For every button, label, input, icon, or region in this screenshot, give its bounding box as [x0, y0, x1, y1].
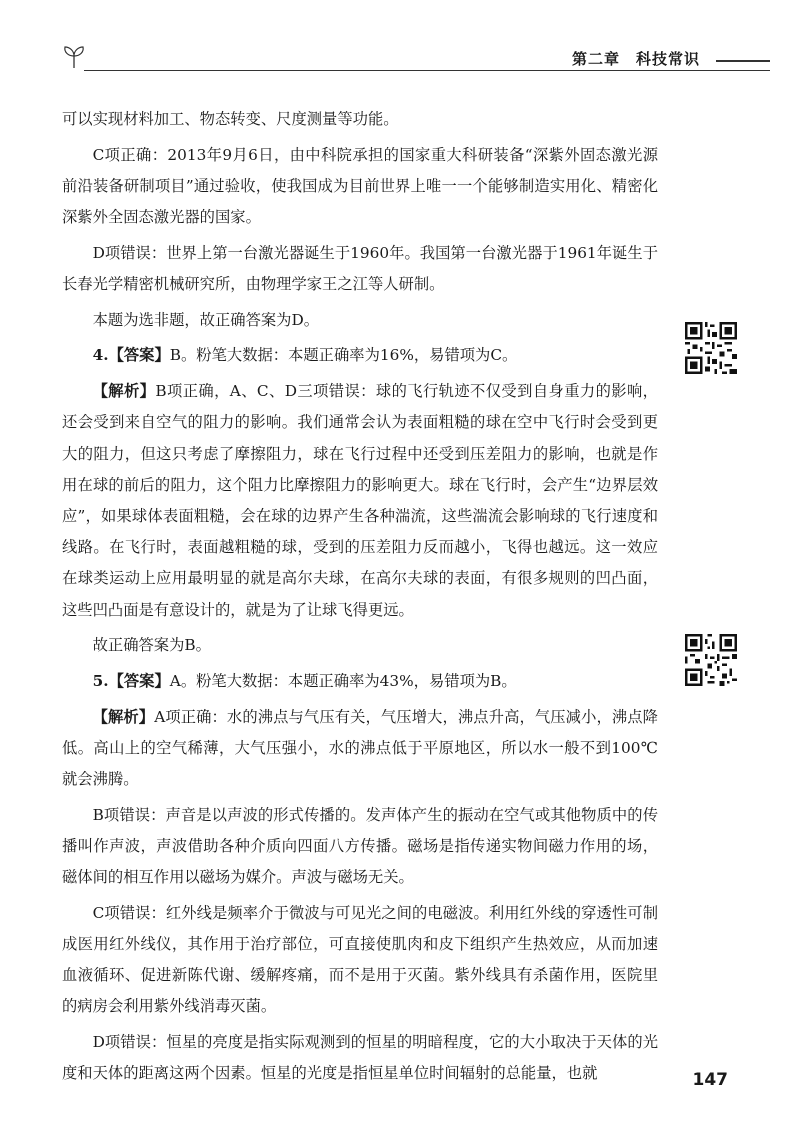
paragraph: D项错误：世界上第一台激光器诞生于1960年。我国第一台激光器于1961年诞生于长春光学精密机械研究所，由物理学家王之江等人研制。 — [62, 243, 658, 294]
analysis-label: 【解析】 — [92, 382, 156, 401]
paragraph: 可以实现材料加工、物态转变、尺度测量等功能。 — [62, 110, 399, 128]
answer-label: 5.【答案】 — [92, 671, 170, 690]
answer-label: 4.【答案】 — [92, 346, 170, 365]
page-header — [62, 40, 770, 80]
analysis-label: 【解析】 — [92, 707, 155, 726]
sprout-logo-icon — [62, 44, 86, 70]
analysis-paragraph: 【解析】A项正确：水的沸点与气压有关，气压增大，沸点升高，气压减小，沸点降低。高山上的空气稀薄，大气压强小，水的沸点低于平原地区，所以水一般不到100℃就会沸腾。 — [62, 707, 658, 789]
paragraph: B项错误：声音是以声波的形式传播的。发声体产生的振动在空气或其他物质中的传播叫作声波，声波借助各种介质向四面八方传播。磁场是指传递实物间磁力作用的场，磁体间的相互作用以磁场为媒介。声波与磁场无关。 — [62, 805, 658, 887]
header-rule — [84, 70, 770, 71]
answer-paragraph: 5.【答案】A。粉笔大数据：本题正确率为43%，易错项为B。 — [92, 671, 517, 690]
header-rule-right — [716, 60, 770, 62]
qr-code-icon[interactable] — [685, 322, 737, 374]
page-content — [62, 104, 658, 1094]
qr-code-icon[interactable] — [685, 634, 737, 686]
answer-paragraph: 4.【答案】B。粉笔大数据：本题正确率为16%，易错项为C。 — [92, 346, 518, 365]
paragraph: 故正确答案为B。 — [92, 636, 211, 655]
analysis-paragraph: 【解析】B项正确，A、C、D三项错误：球的飞行轨迹不仅受到自身重力的影响，还会受到来自空气的阻力的影响。我们通常会认为表面粗糙的球在空中飞行时会受到更大的阻力，但这只考虑了摩擦阻力，球在飞行过程中还受到压差阻力的影响，也就是作用在球的前后的阻力，这个阻力比摩擦阻力的影响更大。球在飞行时，会产生“边界层效应”，如果球体表面粗糙，会在球的边界产生各种湍流，这些湍流会影响球的飞行速度和线路。在飞行时，表面越粗糙的球，受到的压差阻力反而越小，飞得也越远。这一效应在球类运动上应用最明显的就是高尔夫球，在高尔夫球的表面，有很多规则的凹凸面，这些凹凸面是有意设计的，就是为了让球飞得更远。 — [62, 382, 658, 619]
paragraph: C项正确：2013年9月6日，由中科院承担的国家重大科研装备“深紫外固态激光源前沿装备研制项目”通过验收，使我国成为目前世界上唯一一个能够制造实用化、精密化深紫外全固态激光器的国家。 — [62, 145, 658, 227]
paragraph: D项错误：恒星的亮度是指实际观测到的恒星的明暗程度，它的大小取决于天体的光度和天体的距离这两个因素。恒星的光度是指恒星单位时间辐射的总能量，也就 — [62, 1033, 658, 1083]
page-number: 147 — [692, 1070, 728, 1090]
paragraph: 本题为选非题，故正确答案为D。 — [92, 310, 320, 329]
paragraph: C项错误：红外线是频率介于微波与可见光之间的电磁波。利用红外线的穿透性可制成医用红外线仪，其作用于治疗部位，可直接使肌肉和皮下组织产生热效应，从而加速血液循环、促进新陈代谢、缓解疼痛，而不是用于灭菌。紫外线具有杀菌作用，医院里的病房会利用紫外线消毒灭菌。 — [62, 903, 658, 1016]
chapter-title: 第二章 科技常识 — [562, 48, 708, 69]
